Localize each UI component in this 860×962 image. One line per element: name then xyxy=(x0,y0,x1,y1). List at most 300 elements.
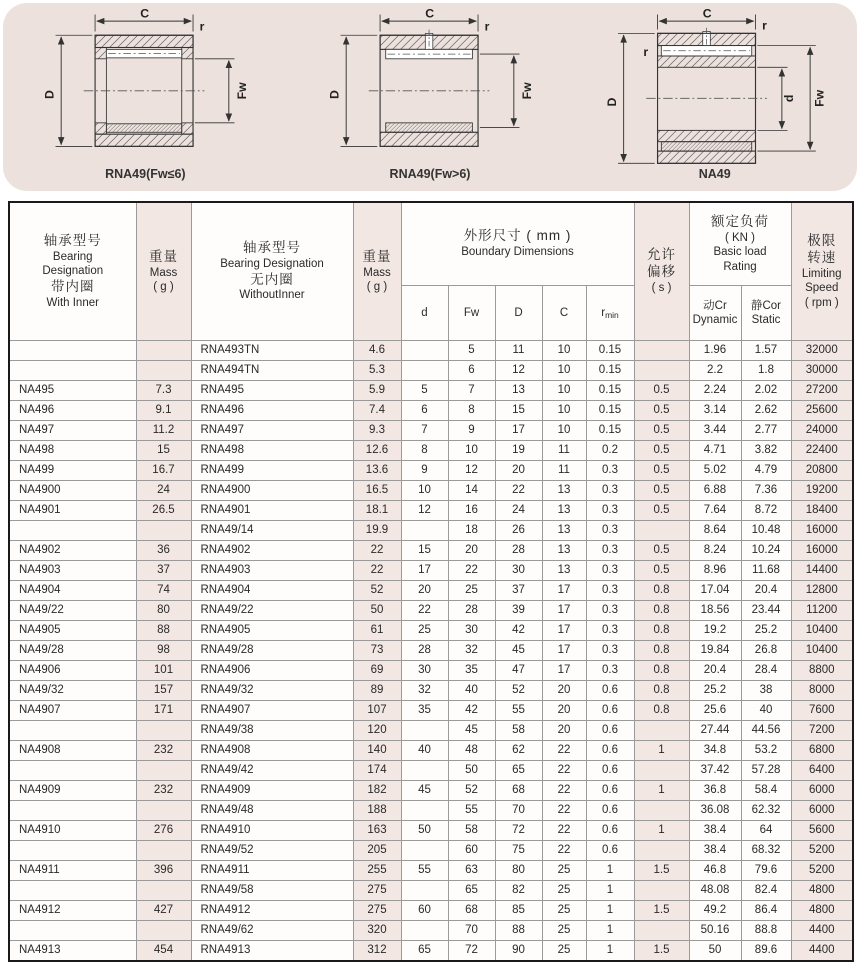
cell-s: 0.8 xyxy=(634,641,689,661)
cell-Fw: 72 xyxy=(448,941,495,962)
cell-na_mass: 37 xyxy=(136,561,191,581)
cell-Fw: 42 xyxy=(448,701,495,721)
cell-rna_designation: RNA49/42 xyxy=(191,761,353,781)
cell-dynamic_Cr: 19.84 xyxy=(689,641,741,661)
cell-D: 65 xyxy=(495,761,542,781)
cell-na_mass xyxy=(136,801,191,821)
cell-s: 0.5 xyxy=(634,421,689,441)
cell-rna_mass: 182 xyxy=(353,781,401,801)
cell-D: 13 xyxy=(495,381,542,401)
cell-static_Cor: 40 xyxy=(741,701,791,721)
cell-na_designation: NA4905 xyxy=(9,621,136,641)
cell-dynamic_Cr: 5.02 xyxy=(689,461,741,481)
cell-Fw: 35 xyxy=(448,661,495,681)
cell-limiting_speed: 25600 xyxy=(791,401,853,421)
cell-C: 22 xyxy=(542,781,586,801)
cell-limiting_speed: 5200 xyxy=(791,861,853,881)
bearing-cross-section-drawing xyxy=(584,7,846,169)
cell-rna_designation: RNA4912 xyxy=(191,901,353,921)
cell-static_Cor: 44.56 xyxy=(741,721,791,741)
cell-rna_designation: RNA493TN xyxy=(191,341,353,361)
cell-rna_mass: 7.4 xyxy=(353,401,401,421)
cell-Fw: 18 xyxy=(448,521,495,541)
cell-d: 65 xyxy=(401,941,448,962)
cell-rmin: 0.3 xyxy=(586,641,634,661)
cell-static_Cor: 68.32 xyxy=(741,841,791,861)
cell-na_mass: 88 xyxy=(136,621,191,641)
cell-rna_designation: RNA496 xyxy=(191,401,353,421)
cell-limiting_speed: 16000 xyxy=(791,541,853,561)
header-boundary-dimensions: 外形尺寸 ( mm ) Boundary Dimensions xyxy=(401,202,634,286)
cell-rna_mass: 163 xyxy=(353,821,401,841)
cell-dynamic_Cr: 34.8 xyxy=(689,741,741,761)
cell-na_mass: 232 xyxy=(136,741,191,761)
cell-rna_mass: 5.9 xyxy=(353,381,401,401)
cell-rna_mass: 69 xyxy=(353,661,401,681)
cell-s: 0.8 xyxy=(634,601,689,621)
cell-Fw: 10 xyxy=(448,441,495,461)
table-row xyxy=(9,861,853,881)
cell-d: 28 xyxy=(401,641,448,661)
cell-rna_mass: 205 xyxy=(353,841,401,861)
cell-rmin: 0.6 xyxy=(586,701,634,721)
bearing-table-wrapper xyxy=(8,201,853,962)
cell-limiting_speed: 14400 xyxy=(791,561,853,581)
cell-rmin: 0.15 xyxy=(586,401,634,421)
cell-rna_mass: 19.9 xyxy=(353,521,401,541)
cell-na_designation xyxy=(9,761,136,781)
diagram-panel xyxy=(3,3,857,191)
cell-rmin: 0.2 xyxy=(586,441,634,461)
cell-rmin: 0.3 xyxy=(586,521,634,541)
cell-rmin: 0.6 xyxy=(586,781,634,801)
cell-d xyxy=(401,841,448,861)
cell-rna_designation: RNA4900 xyxy=(191,481,353,501)
table-row xyxy=(9,421,853,441)
cell-na_designation xyxy=(9,721,136,741)
cell-na_designation: NA4912 xyxy=(9,901,136,921)
cell-d xyxy=(401,721,448,741)
cell-rmin: 0.3 xyxy=(586,621,634,641)
cell-dynamic_Cr: 17.04 xyxy=(689,581,741,601)
cell-rna_mass: 13.6 xyxy=(353,461,401,481)
cell-static_Cor: 2.02 xyxy=(741,381,791,401)
cell-na_designation: NA4910 xyxy=(9,821,136,841)
cell-D: 90 xyxy=(495,941,542,962)
diagram-caption: RNA49(Fw>6) xyxy=(389,167,471,181)
cell-D: 42 xyxy=(495,621,542,641)
cell-rna_mass: 275 xyxy=(353,901,401,921)
cell-na_designation xyxy=(9,341,136,361)
cell-na_designation: NA4903 xyxy=(9,561,136,581)
cell-d xyxy=(401,921,448,941)
cell-limiting_speed: 11200 xyxy=(791,601,853,621)
cell-dynamic_Cr: 3.44 xyxy=(689,421,741,441)
cell-limiting_speed: 7200 xyxy=(791,721,853,741)
cell-static_Cor: 1.57 xyxy=(741,341,791,361)
cell-dynamic_Cr: 2.2 xyxy=(689,361,741,381)
cell-na_designation: NA496 xyxy=(9,401,136,421)
cell-d: 60 xyxy=(401,901,448,921)
header-dynamic-cr: 动Cr Dynamic xyxy=(689,286,741,341)
cell-s: 0.5 xyxy=(634,381,689,401)
cell-limiting_speed: 20800 xyxy=(791,461,853,481)
table-row xyxy=(9,581,853,601)
cell-na_mass: 36 xyxy=(136,541,191,561)
cell-na_mass: 26.5 xyxy=(136,501,191,521)
cell-rmin: 0.15 xyxy=(586,341,634,361)
cell-rna_designation: RNA49/52 xyxy=(191,841,353,861)
cell-D: 47 xyxy=(495,661,542,681)
cell-rna_designation: RNA4906 xyxy=(191,661,353,681)
cell-na_designation xyxy=(9,521,136,541)
cell-limiting_speed: 7600 xyxy=(791,701,853,721)
cell-s xyxy=(634,721,689,741)
cell-rmin: 1 xyxy=(586,941,634,962)
cell-s xyxy=(634,801,689,821)
cell-dynamic_Cr: 36.08 xyxy=(689,801,741,821)
cell-rna_designation: RNA4907 xyxy=(191,701,353,721)
header-limiting-speed: 极限 转速 Limiting Speed ( rpm ) xyxy=(791,202,853,341)
table-row xyxy=(9,901,853,921)
cell-Fw: 65 xyxy=(448,881,495,901)
cell-C: 10 xyxy=(542,341,586,361)
cell-static_Cor: 57.28 xyxy=(741,761,791,781)
cell-C: 25 xyxy=(542,861,586,881)
cell-d: 55 xyxy=(401,861,448,881)
cell-D: 28 xyxy=(495,541,542,561)
cell-C: 22 xyxy=(542,821,586,841)
cell-static_Cor: 11.68 xyxy=(741,561,791,581)
header-static-cor: 静Cor Static xyxy=(741,286,791,341)
cell-na_mass: 101 xyxy=(136,661,191,681)
cell-s: 0.8 xyxy=(634,581,689,601)
bearing-table-body xyxy=(9,341,853,962)
table-row xyxy=(9,721,853,741)
cell-rmin: 0.15 xyxy=(586,421,634,441)
cell-na_designation: NA495 xyxy=(9,381,136,401)
cell-d: 30 xyxy=(401,661,448,681)
cell-dynamic_Cr: 2.24 xyxy=(689,381,741,401)
cell-limiting_speed: 24000 xyxy=(791,421,853,441)
cell-na_designation: NA4900 xyxy=(9,481,136,501)
cell-C: 25 xyxy=(542,881,586,901)
cell-rmin: 0.3 xyxy=(586,481,634,501)
cell-rna_designation: RNA49/62 xyxy=(191,921,353,941)
cell-rna_mass: 320 xyxy=(353,921,401,941)
cell-limiting_speed: 4400 xyxy=(791,941,853,962)
cell-static_Cor: 26.8 xyxy=(741,641,791,661)
cell-d: 50 xyxy=(401,821,448,841)
cell-d xyxy=(401,801,448,821)
cell-D: 12 xyxy=(495,361,542,381)
cell-limiting_speed: 32000 xyxy=(791,341,853,361)
cell-s xyxy=(634,841,689,861)
cell-rna_designation: RNA49/38 xyxy=(191,721,353,741)
header-mass-1: 重量 Mass ( g ) xyxy=(136,202,191,341)
cell-static_Cor: 2.62 xyxy=(741,401,791,421)
cell-na_mass: 171 xyxy=(136,701,191,721)
cell-rmin: 0.6 xyxy=(586,761,634,781)
cell-dynamic_Cr: 20.4 xyxy=(689,661,741,681)
cell-C: 25 xyxy=(542,921,586,941)
cell-na_designation: NA49/22 xyxy=(9,601,136,621)
cell-d xyxy=(401,761,448,781)
cell-d: 9 xyxy=(401,461,448,481)
cell-limiting_speed: 5200 xyxy=(791,841,853,861)
cell-dynamic_Cr: 50.16 xyxy=(689,921,741,941)
cell-na_mass xyxy=(136,921,191,941)
cell-rna_designation: RNA4901 xyxy=(191,501,353,521)
cell-na_mass xyxy=(136,881,191,901)
cell-na_designation xyxy=(9,881,136,901)
cell-D: 45 xyxy=(495,641,542,661)
cell-Fw: 48 xyxy=(448,741,495,761)
cell-static_Cor: 58.4 xyxy=(741,781,791,801)
cell-rna_designation: RNA4905 xyxy=(191,621,353,641)
cell-d: 35 xyxy=(401,701,448,721)
cell-s: 0.5 xyxy=(634,481,689,501)
cell-rna_designation: RNA49/48 xyxy=(191,801,353,821)
cell-D: 52 xyxy=(495,681,542,701)
dim-label-d: d xyxy=(781,94,796,103)
cell-na_mass: 11.2 xyxy=(136,421,191,441)
cell-d: 5 xyxy=(401,381,448,401)
cell-Fw: 6 xyxy=(448,361,495,381)
cell-limiting_speed: 18400 xyxy=(791,501,853,521)
header-dim-rmin: $r_{min}$ xyxy=(586,286,634,341)
cell-rna_mass: 174 xyxy=(353,761,401,781)
cell-C: 13 xyxy=(542,501,586,521)
dim-label-r2: r xyxy=(643,44,648,59)
cell-dynamic_Cr: 25.2 xyxy=(689,681,741,701)
dim-label-D: D xyxy=(42,90,57,100)
cell-rna_mass: 50 xyxy=(353,601,401,621)
cell-s: 1 xyxy=(634,741,689,761)
cell-D: 62 xyxy=(495,741,542,761)
cell-Fw: 7 xyxy=(448,381,495,401)
cell-rna_designation: RNA49/14 xyxy=(191,521,353,541)
cell-dynamic_Cr: 4.71 xyxy=(689,441,741,461)
cell-s: 1.5 xyxy=(634,901,689,921)
cell-C: 17 xyxy=(542,601,586,621)
cell-C: 13 xyxy=(542,561,586,581)
cell-rmin: 0.3 xyxy=(586,501,634,521)
cell-na_mass: 276 xyxy=(136,821,191,841)
header-dim-D: D xyxy=(495,286,542,341)
cell-rna_designation: RNA4904 xyxy=(191,581,353,601)
header-dim-C: C xyxy=(542,286,586,341)
table-row xyxy=(9,881,853,901)
cell-na_mass xyxy=(136,361,191,381)
table-row xyxy=(9,601,853,621)
cell-static_Cor: 89.6 xyxy=(741,941,791,962)
cell-rna_designation: RNA49/32 xyxy=(191,681,353,701)
cell-na_designation: NA49/32 xyxy=(9,681,136,701)
table-row xyxy=(9,441,853,461)
cell-limiting_speed: 6800 xyxy=(791,741,853,761)
bearing-data-table xyxy=(8,201,854,962)
cell-dynamic_Cr: 46.8 xyxy=(689,861,741,881)
table-row xyxy=(9,481,853,501)
cell-D: 68 xyxy=(495,781,542,801)
cell-d: 12 xyxy=(401,501,448,521)
cell-rna_mass: 22 xyxy=(353,541,401,561)
bearing-cross-section-drawing xyxy=(14,7,276,169)
cell-C: 13 xyxy=(542,541,586,561)
cell-D: 24 xyxy=(495,501,542,521)
cell-d: 7 xyxy=(401,421,448,441)
cell-Fw: 20 xyxy=(448,541,495,561)
cell-D: 15 xyxy=(495,401,542,421)
cell-rmin: 1 xyxy=(586,861,634,881)
cell-limiting_speed: 16000 xyxy=(791,521,853,541)
cell-D: 72 xyxy=(495,821,542,841)
cell-static_Cor: 38 xyxy=(741,681,791,701)
cell-rna_designation: RNA494TN xyxy=(191,361,353,381)
table-row xyxy=(9,521,853,541)
cell-na_designation: NA497 xyxy=(9,421,136,441)
cell-C: 22 xyxy=(542,801,586,821)
table-row xyxy=(9,461,853,481)
cell-C: 22 xyxy=(542,761,586,781)
cell-na_mass: 232 xyxy=(136,781,191,801)
cell-rna_designation: RNA499 xyxy=(191,461,353,481)
cell-D: 30 xyxy=(495,561,542,581)
cell-na_designation: NA4906 xyxy=(9,661,136,681)
cell-dynamic_Cr: 27.44 xyxy=(689,721,741,741)
cell-d xyxy=(401,341,448,361)
cell-dynamic_Cr: 6.88 xyxy=(689,481,741,501)
cell-D: 80 xyxy=(495,861,542,881)
cell-C: 11 xyxy=(542,441,586,461)
cell-rmin: 0.6 xyxy=(586,681,634,701)
cell-d xyxy=(401,521,448,541)
cell-na_designation: NA4907 xyxy=(9,701,136,721)
table-row xyxy=(9,761,853,781)
cell-static_Cor: 82.4 xyxy=(741,881,791,901)
table-row xyxy=(9,541,853,561)
cell-na_designation: NA4911 xyxy=(9,861,136,881)
cell-D: 22 xyxy=(495,481,542,501)
cell-static_Cor: 2.77 xyxy=(741,421,791,441)
diagram-caption: RNA49(Fw≤6) xyxy=(105,167,186,181)
cell-D: 17 xyxy=(495,421,542,441)
cell-d: 20 xyxy=(401,581,448,601)
cell-rna_designation: RNA4910 xyxy=(191,821,353,841)
table-row xyxy=(9,701,853,721)
table-row xyxy=(9,801,853,821)
cell-static_Cor: 3.82 xyxy=(741,441,791,461)
cell-na_designation: NA498 xyxy=(9,441,136,461)
cell-dynamic_Cr: 1.96 xyxy=(689,341,741,361)
table-row xyxy=(9,941,853,962)
cell-C: 17 xyxy=(542,581,586,601)
cell-D: 20 xyxy=(495,461,542,481)
cell-limiting_speed: 4800 xyxy=(791,881,853,901)
cell-s: 0.8 xyxy=(634,661,689,681)
cell-rna_designation: RNA498 xyxy=(191,441,353,461)
table-row xyxy=(9,361,853,381)
cell-rmin: 0.6 xyxy=(586,821,634,841)
cell-Fw: 30 xyxy=(448,621,495,641)
cell-na_designation: NA49/28 xyxy=(9,641,136,661)
cell-C: 10 xyxy=(542,381,586,401)
cell-rna_mass: 255 xyxy=(353,861,401,881)
table-row xyxy=(9,381,853,401)
cell-dynamic_Cr: 38.4 xyxy=(689,841,741,861)
cell-na_mass xyxy=(136,841,191,861)
cell-rna_designation: RNA4909 xyxy=(191,781,353,801)
cell-dynamic_Cr: 50 xyxy=(689,941,741,962)
cell-na_designation: NA4902 xyxy=(9,541,136,561)
cell-na_designation: NA4908 xyxy=(9,741,136,761)
cell-limiting_speed: 27200 xyxy=(791,381,853,401)
cell-na_mass xyxy=(136,341,191,361)
cell-static_Cor: 7.36 xyxy=(741,481,791,501)
table-row xyxy=(9,661,853,681)
cell-na_mass xyxy=(136,521,191,541)
cell-dynamic_Cr: 8.96 xyxy=(689,561,741,581)
cell-Fw: 58 xyxy=(448,821,495,841)
cell-static_Cor: 1.8 xyxy=(741,361,791,381)
cell-rna_designation: RNA49/28 xyxy=(191,641,353,661)
cell-na_mass: 80 xyxy=(136,601,191,621)
cell-rna_designation: RNA4913 xyxy=(191,941,353,962)
cell-D: 19 xyxy=(495,441,542,461)
cell-Fw: 68 xyxy=(448,901,495,921)
cell-rna_mass: 73 xyxy=(353,641,401,661)
dim-label-Fw: Fw xyxy=(811,89,826,107)
cell-limiting_speed: 8000 xyxy=(791,681,853,701)
cell-Fw: 28 xyxy=(448,601,495,621)
cell-rmin: 0.3 xyxy=(586,601,634,621)
table-row xyxy=(9,741,853,761)
cell-rmin: 0.6 xyxy=(586,741,634,761)
cell-rmin: 0.3 xyxy=(586,561,634,581)
cell-na_mass: 454 xyxy=(136,941,191,962)
cell-rmin: 1 xyxy=(586,881,634,901)
header-dim-d: d xyxy=(401,286,448,341)
cell-Fw: 25 xyxy=(448,581,495,601)
cell-d: 15 xyxy=(401,541,448,561)
cell-na_mass: 157 xyxy=(136,681,191,701)
cell-s: 0.5 xyxy=(634,401,689,421)
table-row xyxy=(9,681,853,701)
cell-static_Cor: 88.8 xyxy=(741,921,791,941)
cell-limiting_speed: 10400 xyxy=(791,621,853,641)
cell-D: 70 xyxy=(495,801,542,821)
cell-limiting_speed: 5600 xyxy=(791,821,853,841)
dim-label-r: r xyxy=(484,19,490,34)
cell-rmin: 0.15 xyxy=(586,361,634,381)
cell-s xyxy=(634,341,689,361)
cell-limiting_speed: 6000 xyxy=(791,801,853,821)
cell-s: 0.8 xyxy=(634,681,689,701)
cell-limiting_speed: 12800 xyxy=(791,581,853,601)
cell-static_Cor: 64 xyxy=(741,821,791,841)
cell-Fw: 32 xyxy=(448,641,495,661)
cell-rna_mass: 22 xyxy=(353,561,401,581)
cell-rna_mass: 120 xyxy=(353,721,401,741)
cell-s xyxy=(634,761,689,781)
cell-dynamic_Cr: 49.2 xyxy=(689,901,741,921)
cell-s: 0.8 xyxy=(634,621,689,641)
cell-d xyxy=(401,881,448,901)
cell-C: 22 xyxy=(542,841,586,861)
cell-d: 22 xyxy=(401,601,448,621)
cell-Fw: 60 xyxy=(448,841,495,861)
